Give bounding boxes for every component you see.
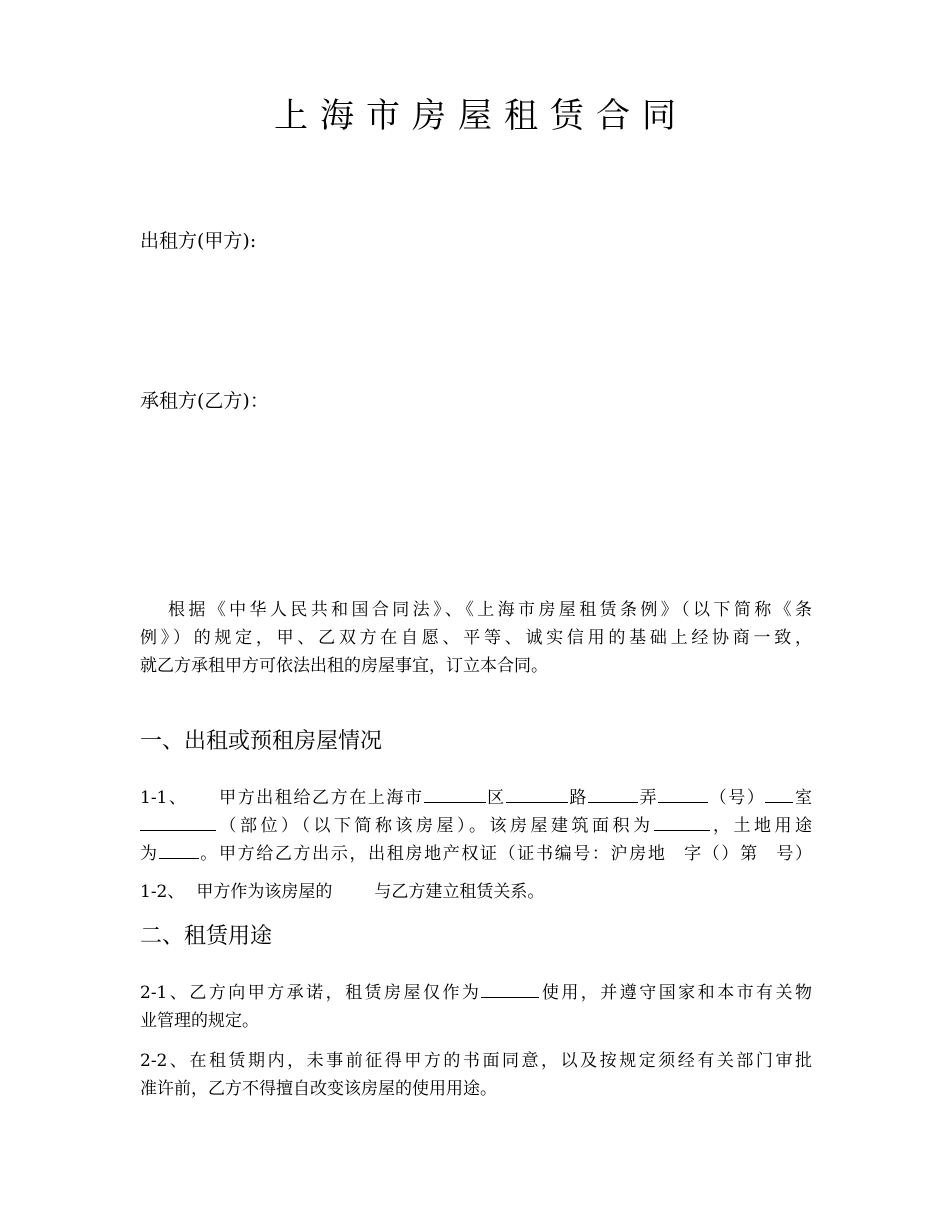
clause-line [140,979,812,1007]
preamble-line: 就乙方承租甲方可依法出租的房屋事宜，订立本合同。 [140,656,548,676]
blank-area[interactable] [654,812,710,831]
preamble-line: 例》）的规定，甲、乙双方在自愿、平等、诚实信用的基础上经协商一致， [140,628,812,648]
clause-number: 1-2、 [140,882,185,902]
clause-text: （号） [708,788,766,808]
clause-line: 业管理的规定。 [140,1011,259,1031]
clause-text: 号） [774,844,813,864]
clause-text: 甲方出租给乙方在上海市 [217,788,424,808]
section-heading-2: 二、租赁用途 [140,924,273,949]
clause-1-1 [140,784,812,868]
clause-text: 弄 [637,788,659,808]
blank-lane[interactable] [588,784,638,803]
clause-text: 与乙方建立租赁关系。 [374,882,545,902]
clause-text: 区 [485,788,506,808]
blank-room[interactable] [765,784,793,803]
clause-text: 字（）第 [682,844,759,864]
blank-district[interactable] [424,784,486,803]
clause-text: 为 [140,844,159,864]
clause-text: 2-1、乙方向甲方承诺，租赁房屋仅作为 [140,983,482,1003]
page-title: 上海市房屋租赁合同 [274,96,688,136]
section-heading-1: 一、出租或预租房屋情况 [140,729,383,754]
lessee-label: 承租方(乙方)： [140,390,269,412]
blank-part[interactable] [140,812,216,831]
clause-text: 甲方作为该房屋的 [196,882,333,902]
clause-line: 准许前，乙方不得擅自改变该房屋的使用用途。 [140,1079,497,1099]
clause-2-2 [140,1047,812,1103]
blank-number[interactable] [658,784,708,803]
clause-line [140,840,812,868]
clause-line [140,878,812,906]
blank-usage[interactable] [481,979,539,998]
clause-line: 2-2、在租赁期内，未事前征得甲方的书面同意，以及按规定须经有关部门审批 [140,1051,812,1071]
clause-number: 1-1、 [140,788,188,808]
clause-text: ，土地用途 [709,816,812,836]
clause-line [140,812,812,840]
preamble-paragraph [140,596,812,680]
clause-text: 使用，并遵守国家和本市有关物 [539,983,812,1003]
preamble-line: 根据《中华人民共和国合同法》、《上海市房屋租赁条例》（以下简称《条 [168,600,812,620]
clause-line [140,784,812,812]
clause-text: （部位）（以下简称该房屋）。该房屋建筑面积为 [216,816,654,836]
clause-text: 路 [567,788,588,808]
clause-text: 室 [793,788,813,808]
blank-road[interactable] [506,784,568,803]
clause-text: 。甲方给乙方出示，出租房地产权证（证书编号：沪房地 [198,844,667,864]
blank-role[interactable] [332,879,374,897]
lessor-label: 出租方(甲方): [140,230,257,252]
clause-2-1 [140,979,812,1035]
blank-land-use[interactable] [159,840,199,859]
clause-1-2 [140,878,812,906]
